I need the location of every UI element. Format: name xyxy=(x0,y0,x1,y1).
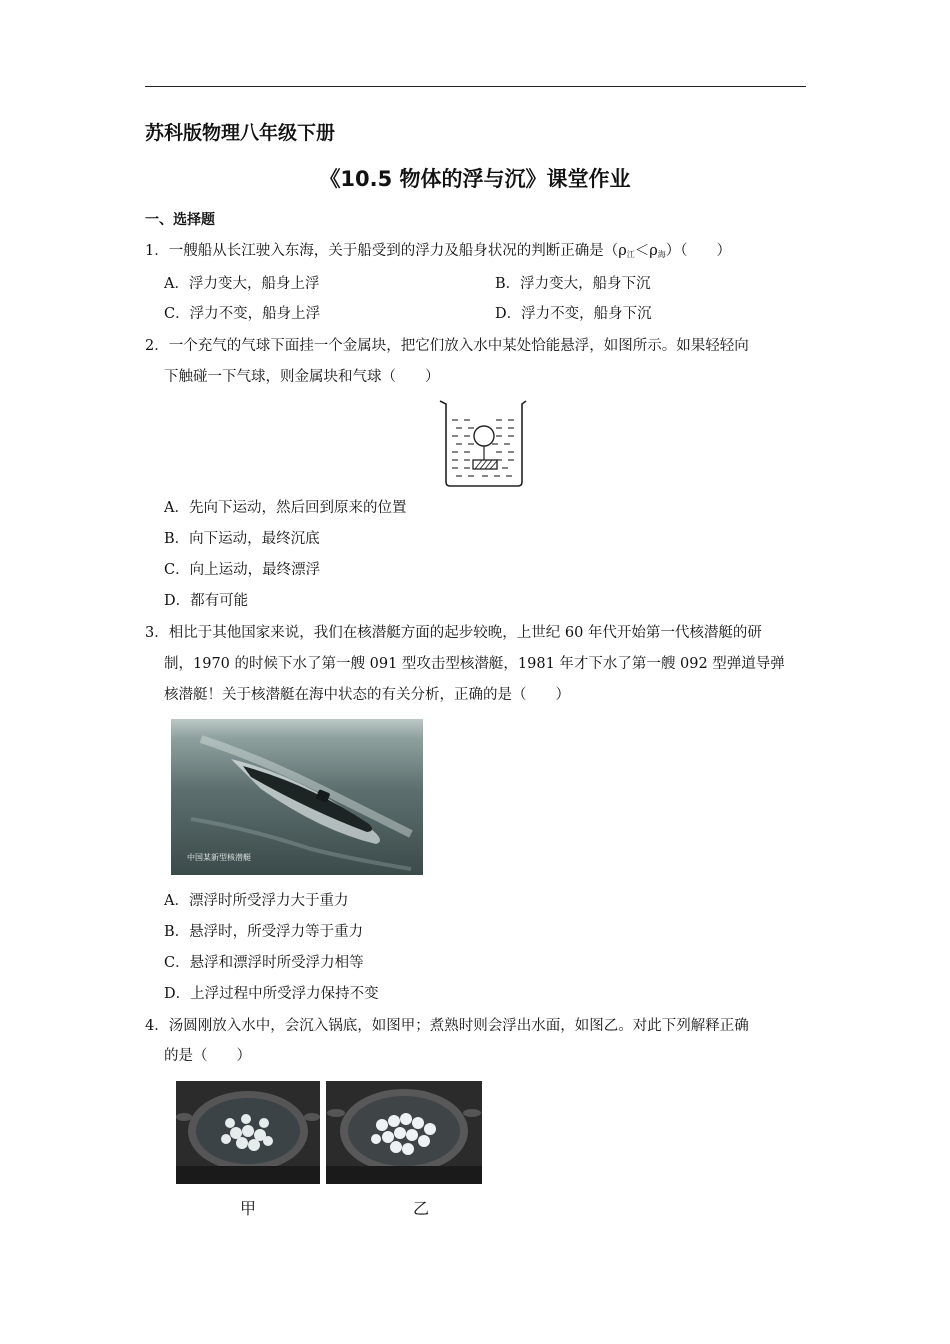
option-b[interactable]: B．向下运动，最终沉底 xyxy=(164,531,320,547)
question-number: 1． xyxy=(145,243,169,259)
question-3-stem-line-2: 制，1970 的时候下水了第一艘 091 型攻击型核潜艇，1981 年才下水了第一艘 092 型弹道导弹 xyxy=(164,656,785,672)
option-c[interactable]: C．悬浮和漂浮时所受浮力相等 xyxy=(164,955,364,971)
question-3-stem-line-3: 核潜艇！关于核潜艇在海中状态的有关分析，正确的是（ ） xyxy=(164,687,570,703)
question-4-stem-line-2: 的是（ ） xyxy=(164,1048,251,1064)
figure-caption-jia: 甲 xyxy=(240,1199,257,1218)
question-number: 3． xyxy=(145,625,169,641)
question-2-stem-line-2: 下触碰一下气球，则金属块和气球（ ） xyxy=(164,369,440,385)
pot-photo-jia xyxy=(176,1081,320,1184)
question-number: 4． xyxy=(145,1018,169,1034)
option-b[interactable]: B．悬浮时，所受浮力等于重力 xyxy=(164,924,364,940)
photo-caption: 中国某新型核潜艇 xyxy=(187,853,251,862)
option-d[interactable]: D．都有可能 xyxy=(164,593,249,609)
question-3-stem-line-1: 3．相比于其他国家来说，我们在核潜艇方面的起步较晚，上世纪 60 年代开始第一代核潜艇的研 xyxy=(145,625,762,641)
figure-caption-yi: 乙 xyxy=(413,1199,430,1218)
balloon-icon xyxy=(474,426,494,446)
header-rule xyxy=(145,86,806,87)
document-title: 《10.5 物体的浮与沉》课堂作业 xyxy=(319,167,631,191)
pot-photo-yi xyxy=(326,1081,482,1184)
option-d[interactable]: D．上浮过程中所受浮力保持不变 xyxy=(164,986,379,1002)
submarine-photo xyxy=(171,719,423,875)
question-2-stem-line-1: 2．一个充气的气球下面挂一个金属块，把它们放入水中某处恰能悬浮，如图所示。如果轻轻向 xyxy=(145,338,749,354)
option-d[interactable]: D．浮力不变，船身下沉 xyxy=(495,306,652,322)
option-c[interactable]: C．向上运动，最终漂浮 xyxy=(164,562,321,578)
question-1-stem: 1．一艘船从长江驶入东海，关于船受到的浮力及船身状况的判断正确是$(\rho_江<\rho_海)$（ ） xyxy=(145,243,732,259)
option-a[interactable]: A．浮力变大，船身上浮 xyxy=(164,276,320,292)
option-c[interactable]: C．浮力不变，船身上浮 xyxy=(164,306,321,322)
option-a[interactable]: A．漂浮时所受浮力大于重力 xyxy=(164,893,349,909)
question-number: 2． xyxy=(145,338,169,354)
option-a[interactable]: A．先向下运动，然后回到原来的位置 xyxy=(164,500,407,516)
beaker-diagram xyxy=(438,398,528,490)
book-title: 苏科版物理八年级下册 xyxy=(145,122,336,144)
option-b[interactable]: B．浮力变大，船身下沉 xyxy=(495,276,651,292)
section-heading: 一、选择题 xyxy=(145,212,215,228)
question-4-stem-line-1: 4．汤圆刚放入水中，会沉入锅底，如图甲；煮熟时则会浮出水面，如图乙。对此下列解释正确 xyxy=(145,1018,749,1034)
